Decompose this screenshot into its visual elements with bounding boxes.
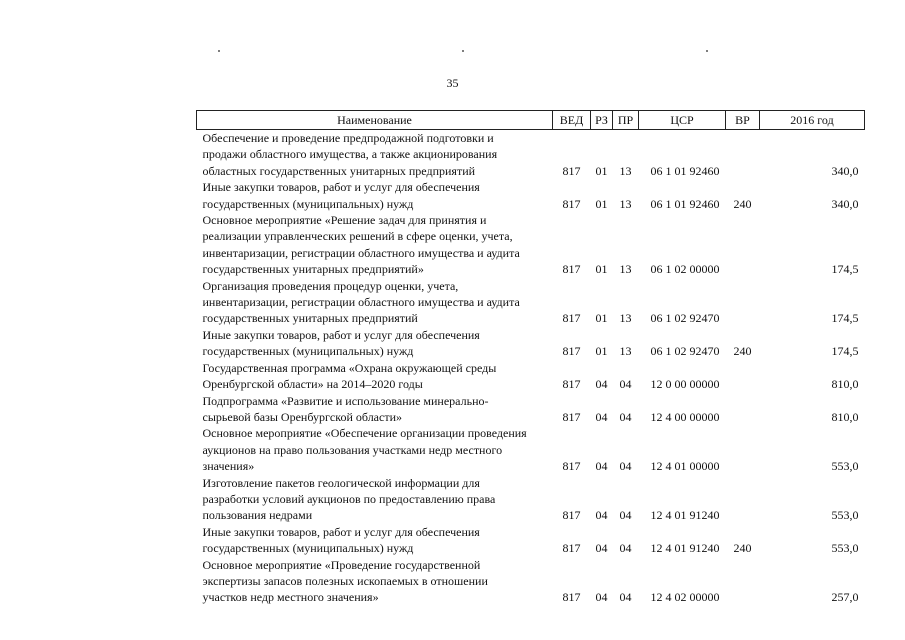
row-name — [197, 557, 553, 606]
table-row — [197, 179, 865, 212]
row-name-line: Основное мероприятие «Проведение государственной — [202, 557, 481, 572]
row-csr: 12 4 02 00000 — [650, 590, 720, 605]
row-rz: 01 — [595, 262, 608, 277]
row-name — [197, 179, 553, 212]
row-ved: 817 — [562, 311, 581, 326]
row-amount: 257,0 — [831, 590, 859, 605]
row-vr — [726, 393, 760, 426]
row-name-line: Иные закупки товаров, работ и услуг для обеспечения — [202, 327, 480, 342]
row-name-line: государственных (муниципальных) нужд — [202, 196, 414, 211]
row-ved: 817 — [562, 508, 581, 523]
row-rz: 04 — [595, 590, 608, 605]
row-name-line: Основное мероприятие «Обеспечение организации проведения — [202, 426, 527, 441]
row-csr: 12 4 01 91240 — [650, 541, 720, 556]
header-rz: РЗ — [591, 111, 613, 130]
header-vr: ВР — [726, 111, 760, 130]
table-row — [197, 393, 865, 426]
row-vr: 240 — [733, 196, 752, 211]
row-rz: 04 — [595, 508, 608, 523]
row-ved: 817 — [562, 377, 581, 392]
row-name-line: Иные закупки товаров, работ и услуг для обеспечения — [202, 180, 480, 195]
table-row — [197, 212, 865, 278]
row-name-line: разработки условий аукционов по предоставлению права — [202, 491, 496, 506]
row-name-line: государственных унитарных предприятий» — [202, 262, 424, 277]
header-year: 2016 год — [760, 111, 865, 130]
table-header — [197, 111, 865, 130]
row-name — [197, 278, 553, 327]
row-name-line: государственных унитарных предприятий — [202, 311, 418, 326]
row-csr: 12 4 01 00000 — [650, 459, 720, 474]
table-row — [197, 360, 865, 393]
table-row — [197, 524, 865, 557]
row-pr: 13 — [619, 311, 632, 326]
row-name-line: Подпрограмма «Развитие и использование минерально- — [202, 393, 489, 408]
scan-dot — [218, 50, 220, 52]
row-vr: 240 — [733, 344, 752, 359]
row-pr: 13 — [619, 262, 632, 277]
row-amount: 553,0 — [831, 508, 859, 523]
table-row — [197, 475, 865, 524]
row-ved: 817 — [562, 262, 581, 277]
row-ved: 817 — [562, 590, 581, 605]
row-name-line: значения» — [202, 459, 255, 474]
row-name-line: областных государственных унитарных предприятий — [202, 163, 476, 178]
row-ved: 817 — [562, 409, 581, 424]
row-vr — [726, 130, 760, 180]
row-rz: 04 — [595, 541, 608, 556]
row-amount: 553,0 — [831, 541, 859, 556]
row-amount: 340,0 — [831, 196, 859, 211]
row-pr: 04 — [619, 541, 632, 556]
row-rz: 04 — [595, 409, 608, 424]
header-csr: ЦСР — [639, 111, 726, 130]
row-name-line: Обеспечение и проведение предпродажной подготовки и — [202, 131, 494, 145]
page-number: 35 — [446, 76, 459, 90]
row-amount: 340,0 — [831, 163, 859, 178]
row-name-line: инвентаризации, регистрации областного имущества и аудита — [202, 245, 520, 260]
row-csr: 06 1 02 00000 — [650, 262, 720, 277]
row-pr: 13 — [619, 163, 632, 178]
row-ved: 817 — [562, 196, 581, 211]
scan-dot — [706, 50, 708, 52]
row-csr: 12 4 01 91240 — [650, 508, 720, 523]
scan-dot — [462, 50, 464, 52]
row-pr: 04 — [619, 508, 632, 523]
row-pr: 04 — [619, 459, 632, 474]
row-csr: 12 4 00 00000 — [650, 409, 720, 424]
row-name-line: экспертизы запасов полезных ископаемых в отношении — [202, 573, 488, 588]
row-ved: 817 — [562, 163, 581, 178]
row-vr — [726, 475, 760, 524]
row-pr: 04 — [619, 590, 632, 605]
header-pr: ПР — [613, 111, 639, 130]
header-name: Наименование — [197, 111, 553, 130]
row-name-line: Оренбургской области» на 2014–2020 годы — [202, 377, 423, 392]
row-rz: 01 — [595, 196, 608, 211]
row-name — [197, 475, 553, 524]
row-ved: 817 — [562, 344, 581, 359]
row-name — [197, 524, 553, 557]
table-row — [197, 425, 865, 474]
row-name-line: Государственная программа «Охрана окружающей среды — [202, 360, 497, 375]
row-name — [197, 130, 553, 180]
row-name-line: государственных (муниципальных) нужд — [202, 344, 414, 359]
row-name-line: Основное мероприятие «Решение задач для принятия и — [202, 213, 487, 228]
row-csr: 12 0 00 00000 — [650, 377, 720, 392]
row-name — [197, 212, 553, 278]
header-ved: ВЕД — [553, 111, 591, 130]
row-amount: 553,0 — [831, 459, 859, 474]
row-name — [197, 393, 553, 426]
row-csr: 06 1 02 92470 — [650, 311, 720, 326]
row-amount: 174,5 — [831, 262, 859, 277]
row-name-line: Изготовление пакетов геологической информации для — [202, 475, 480, 490]
row-pr: 04 — [619, 377, 632, 392]
row-pr: 13 — [619, 344, 632, 359]
row-amount: 174,5 — [831, 344, 859, 359]
row-name-line: продажи областного имущества, а также акционирования — [202, 147, 498, 162]
row-vr — [726, 425, 760, 474]
row-amount: 174,5 — [831, 311, 859, 326]
row-csr: 06 1 01 92460 — [650, 163, 720, 178]
row-vr — [726, 212, 760, 278]
row-vr — [726, 557, 760, 606]
row-name-line: Иные закупки товаров, работ и услуг для обеспечения — [202, 524, 480, 539]
row-amount: 810,0 — [831, 409, 859, 424]
row-name — [197, 327, 553, 360]
table-row — [197, 130, 865, 180]
row-rz: 04 — [595, 459, 608, 474]
row-name — [197, 425, 553, 474]
table-row — [197, 278, 865, 327]
row-ved: 817 — [562, 541, 581, 556]
row-csr: 06 1 02 92470 — [650, 344, 720, 359]
row-name-line: аукционов на право пользования участками недр местного — [202, 442, 503, 457]
budget-table — [196, 110, 865, 606]
row-name-line: Организация проведения процедур оценки, учета, — [202, 278, 459, 293]
row-pr: 04 — [619, 409, 632, 424]
row-vr — [726, 360, 760, 393]
row-pr: 13 — [619, 196, 632, 211]
row-vr — [726, 278, 760, 327]
row-amount: 810,0 — [831, 377, 859, 392]
row-name-line: реализации управленческих решений в сфере оценки, учета, — [202, 229, 513, 244]
row-rz: 04 — [595, 377, 608, 392]
row-name-line: государственных (муниципальных) нужд — [202, 541, 414, 556]
row-rz: 01 — [595, 163, 608, 178]
row-ved: 817 — [562, 459, 581, 474]
row-rz: 01 — [595, 344, 608, 359]
row-name-line: сырьевой базы Оренбургской области» — [202, 409, 402, 424]
row-name-line: инвентаризации, регистрации областного имущества и аудита — [202, 295, 520, 310]
table-row — [197, 327, 865, 360]
row-csr: 06 1 01 92460 — [650, 196, 720, 211]
row-vr: 240 — [733, 541, 752, 556]
row-name — [197, 360, 553, 393]
row-name-line: участков недр местного значения» — [202, 590, 379, 605]
row-name-line: пользования недрами — [202, 508, 313, 523]
row-rz: 01 — [595, 311, 608, 326]
table-row — [197, 557, 865, 606]
